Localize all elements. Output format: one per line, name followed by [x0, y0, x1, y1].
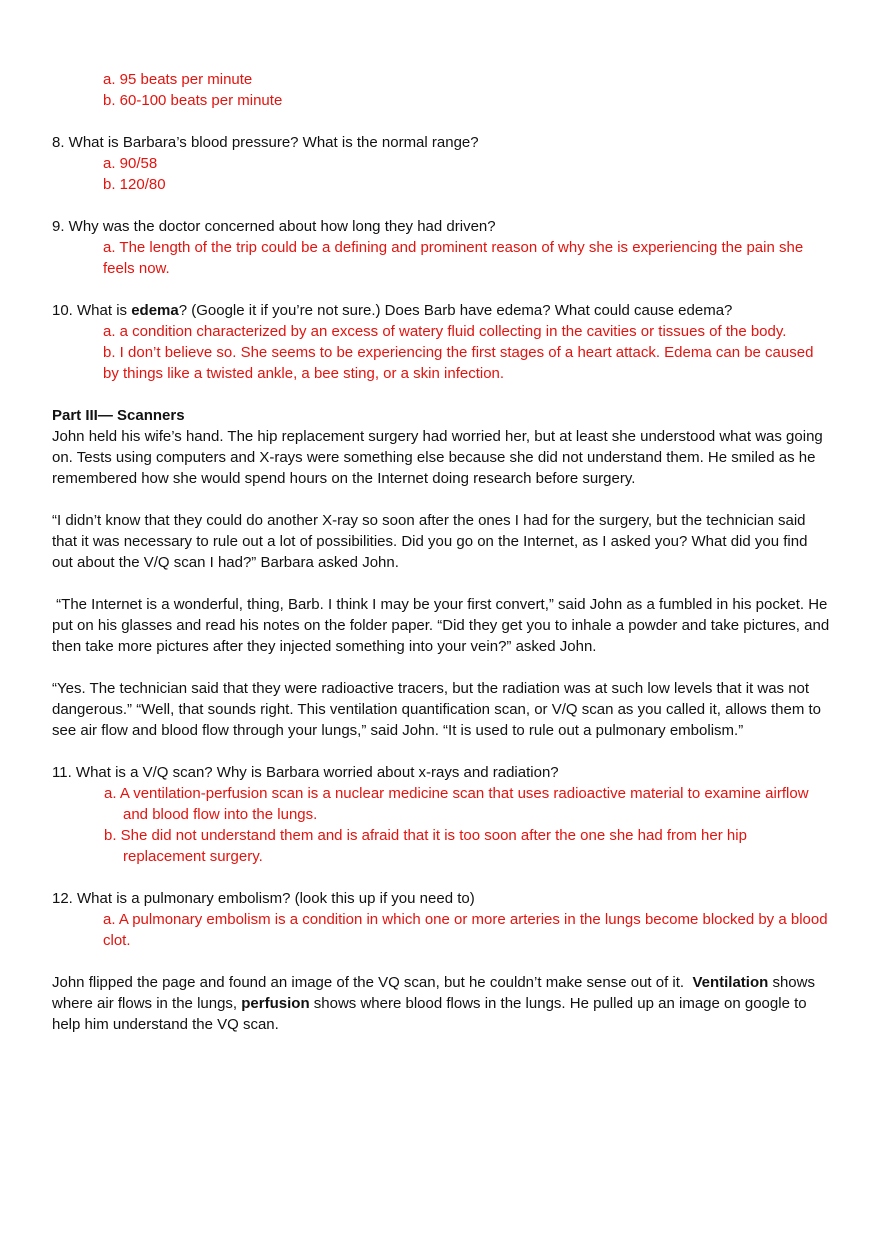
part3-paragraph: “I didn’t know that they could do another X-ray so soon after the ones I had for the surgery, but the technician said that it was necessary to rule out a lot of possibilities. Did you go on the Internet, as I asked you? What did you find out about the V/Q scan I had?” Barbara asked John.	[52, 512, 808, 571]
q11-answer-a: a. A ventilation-perfusion scan is a nuclear medicine scan that uses radioactive material to examine airflow and blood flow into the lungs.	[104, 785, 809, 823]
perfusion-term: perfusion	[241, 995, 310, 1012]
edema-term: edema	[131, 302, 179, 319]
q10-question: 10. What is edema? (Google it if you’re not sure.) Does Barb have edema? What could cause edema?	[52, 302, 733, 319]
q8-question: 8. What is Barbara’s blood pressure? What is the normal range?	[52, 134, 479, 151]
q9-question: 9. Why was the doctor concerned about how long they had driven?	[52, 218, 496, 235]
part3-heading: Part III— Scanners	[52, 407, 185, 424]
q11-question: 11. What is a V/Q scan? Why is Barbara worried about x-rays and radiation?	[52, 764, 559, 781]
ventilation-term: Ventilation	[692, 974, 769, 991]
document-content	[52, 69, 832, 1035]
q10-answer-a: a. a condition characterized by an excess of watery fluid collecting in the cavities or tissues of the body.	[103, 323, 787, 340]
q12-question: 12. What is a pulmonary embolism? (look this up if you need to)	[52, 890, 475, 907]
q7-answer-a: a. 95 beats per minute	[103, 71, 253, 88]
part3-paragraph: “The Internet is a wonderful, thing, Barb. I think I may be your first convert,” said John as a fumbled in his pocket. He put on his glasses and read his notes on the folder paper. “Did they get you to inhale a powder and take pictures, and then take more pictures after they injected something into your vein?” asked John.	[52, 596, 834, 655]
q10-answer-b: b. I don’t believe so. She seems to be experiencing the first stages of a heart attack. Edema can be caused by things like a twisted ankle, a bee sting, or a skin infection.	[103, 344, 814, 382]
q9-answer-a: a. The length of the trip could be a defining and prominent reason of why she is experiencing the pain she feels now.	[103, 239, 804, 277]
q11-answer-b: b. She did not understand them and is afraid that it is too soon after the one she had from her hip replacement surgery.	[104, 827, 747, 865]
q8-answer-a: a. 90/58	[103, 155, 158, 172]
part3-paragraph: John held his wife’s hand. The hip replacement surgery had worried her, but at least she understood what was going on. Tests using computers and X-rays were something else because she did not understand them. He smiled as he remembered how she would spend hours on the Internet doing research before surgery.	[52, 428, 823, 487]
q7-answer-b: b. 60-100 beats per minute	[103, 92, 283, 109]
q8-answer-b: b. 120/80	[103, 176, 166, 193]
q12-answer-a: a. A pulmonary embolism is a condition in which one or more arteries in the lungs become blocked by a blood clot.	[103, 911, 828, 949]
closing-paragraph: John flipped the page and found an image of the VQ scan, but he couldn’t make sense out of it. Ventilation shows where air flows in the lungs, perfusion shows where blood flows in the lungs. He pulled up an image on google to help him understand the VQ scan.	[52, 974, 815, 1033]
part3-paragraph: “Yes. The technician said that they were radioactive tracers, but the radiation was at such low levels that it was not dangerous.” “Well, that sounds right. This ventilation quantification scan, or V/Q scan as you called it, allows them to see air flow and blood flow through your lungs,” said John. “It is used to rule out a pulmonary embolism.”	[52, 680, 822, 739]
